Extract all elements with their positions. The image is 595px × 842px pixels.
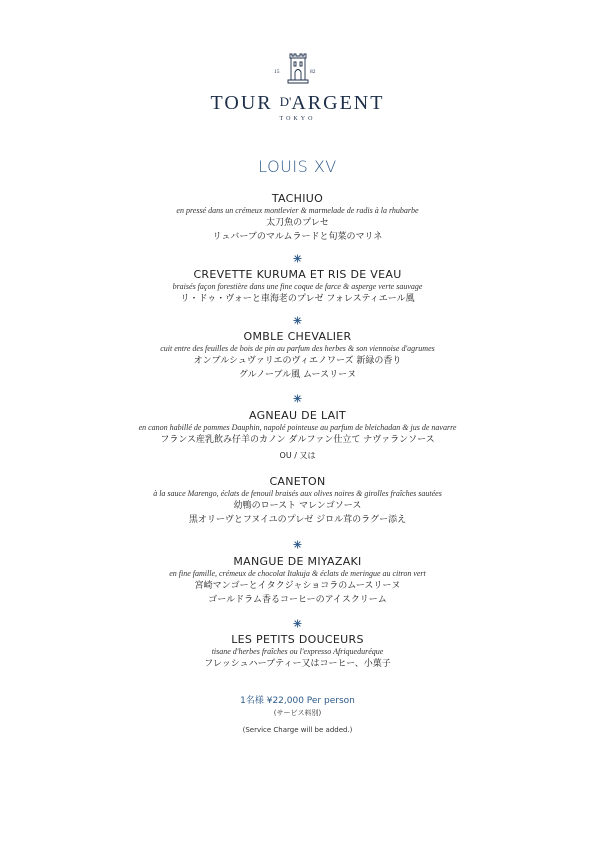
course-japanese-line: 幼鴨のロースト マレンゴソース [233,501,362,511]
year-left: 15 [273,69,279,75]
course-japanese-line: グルノーブル風 ムースリーヌ [238,370,357,380]
course-description: cuit entre des feuilles de bois de pin au parfum des herbes & son viennoise d'agrumes [160,344,435,353]
course-japanese-line: 黒オリーヴとフヌイユのプレゼ ジロル茸のラグー添え [188,515,407,525]
course-description: en fine famille, crémeux de chocolat Itakuja & éclats de meringue au citron vert [169,569,426,578]
course-name: TACHIUO [271,192,324,205]
course-japanese-line: リ・ドゥ・ヴォーと車海老のプレゼ フォレスティエール風 [180,294,415,304]
course-caneton [0,475,595,527]
course-name: OMBLE CHEVALIER [243,330,352,343]
course-japanese-line: フランス産乳飲み仔羊のカノン ダルファン仕立て ナヴァランソース [160,435,435,445]
course-japanese-line: フレッシュハーブティー又はコーヒー、小菓子 [204,659,391,669]
course-description: braisés façon forestière dans une fine coque de farce & asperge verte sauvage [172,282,423,291]
snowflake-separator-icon [0,254,595,263]
service-charge-note-jp: (サービス料別) [273,709,322,717]
course-description: en pressé dans un crémeux montlevier & marmelade de radis à la rhubarbe [176,206,419,215]
tower-emblem-icon [268,50,328,90]
course-name: LES PETITS DOUCEURS [231,633,364,646]
course-omble [0,330,595,382]
restaurant-logo [0,50,595,122]
course-japanese-line: リュバーブのマルムラードと旬菜のマリネ [212,232,383,242]
snowflake-separator-icon [0,540,595,549]
brand-city: TOKYO [279,116,316,122]
course-name: MANGUE DE MIYAZAKI [233,555,362,568]
year-right: 82 [309,69,315,75]
snowflake-separator-icon [0,394,595,403]
course-name: CREVETTE KURUMA ET RIS DE VEAU [193,268,402,281]
snowflake-separator-icon [0,619,595,628]
course-description: tisane d'herbes fraîches ou l'expresso Afriqueduréque [211,647,384,656]
course-japanese-line: ゴールドラム香るコーヒーのアイスクリーム [208,595,387,605]
or-separator: OU / 又は [279,451,316,460]
course-description: à la sauce Marengo, éclats de fenouil braisés aux olives noires & girolles fraîches sautées [153,489,442,498]
course-japanese-line: 宮崎マンゴーとイタクジャショコラのムースリーヌ [194,581,401,591]
price-block [0,695,595,736]
course-name: CANETON [269,475,326,488]
price-line: 1名様 ¥22,000 Per person [240,696,355,706]
snowflake-separator-icon [0,316,595,325]
course-name: AGNEAU DE LAIT [248,409,347,422]
brand-name: TOUR D'ARGENT [210,92,385,114]
service-charge-note-en: (Service Charge will be added.) [242,726,353,734]
course-mangue [0,555,595,607]
course-tachiuo [0,192,595,244]
course-agneau [0,409,595,462]
course-japanese-line: 太刀魚のプレセ [266,218,329,228]
course-petits-douceurs [0,633,595,671]
course-japanese-line: オンブルシュヴァリエのヴィエノワーズ 新緑の香り [193,356,402,366]
course-crevette [0,268,595,306]
course-description: en canon habillé de pommes Dauphin, napolé pointeuse au parfum de bleichadan & jus de navarre [138,423,457,432]
menu-title: LOUIS XV [258,157,337,176]
